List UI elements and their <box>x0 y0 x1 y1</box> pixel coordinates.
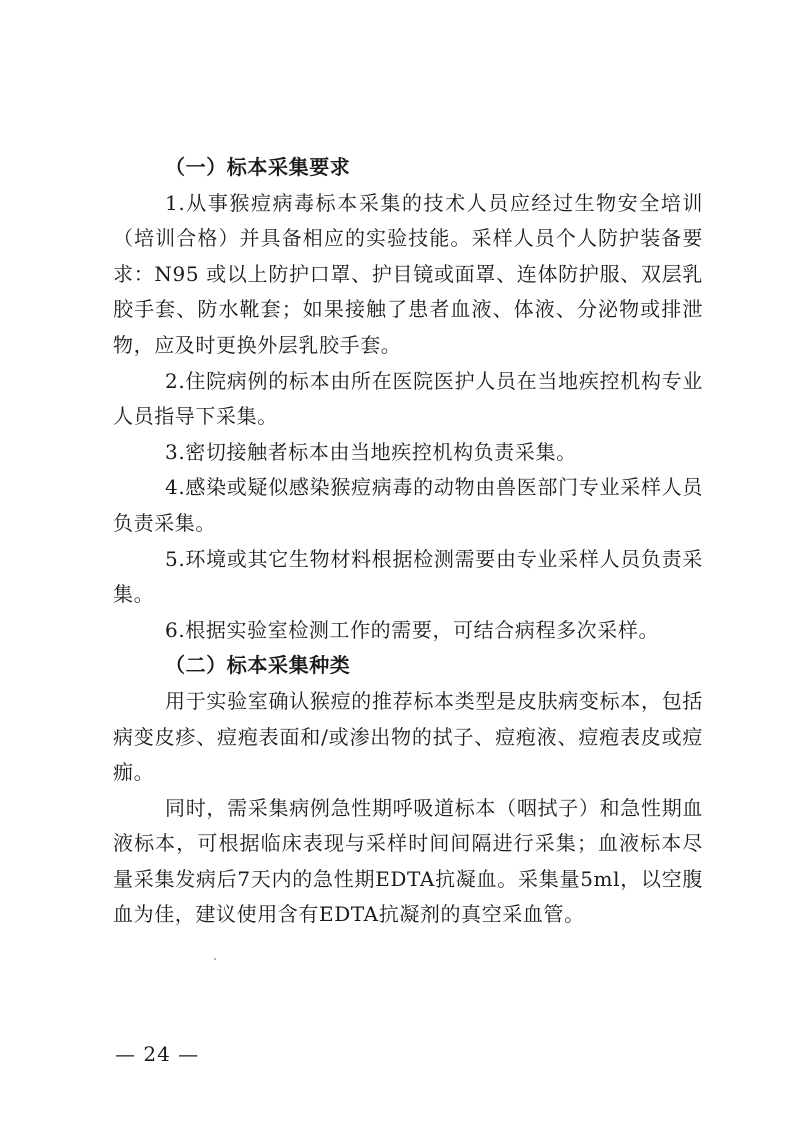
paragraph-item-5: 5.环境或其它生物材料根据检测需要由专业采样人员负责采集。 <box>113 546 703 607</box>
paragraph-item-3: 3.密切接触者标本由当地疾控机构负责采集。 <box>165 439 577 464</box>
paragraph-item-4: 4.感染或疑似感染猴痘病毒的动物由兽医部门专业采样人员负责采集。 <box>113 475 703 535</box>
scan-speck <box>214 958 216 960</box>
paragraph-acute-samples: 同时，需采集病例急性期呼吸道标本（咽拭子）和急性期血液标本，可根据临床表现与采样时间间隔进行采集；血液标本尽量采集发病后7天内的急性期EDTA抗凝血。采集量5ml，以空腹血为佳，建议使用含有EDTA抗凝剂的真空采血管。 <box>113 795 703 927</box>
body-text <box>113 150 703 933</box>
paragraph-item-1: 1.从事猴痘病毒标本采集的技术人员应经过生物安全培训（培训合格）并具备相应的实验技能。采样人员个人防护装备要求：N95 或以上防护口罩、护目镜或面罩、连体防护服、双层乳胶手套、防水靴套；如果接触了患者血液、体液、分泌物或排泄物，应及时更换外层乳胶手套。 <box>113 190 703 357</box>
paragraph-specimen-types: 用于实验室确认猴痘的推荐标本类型是皮肤病变标本，包括病变皮疹、痘疱表面和/或渗出物的拭子、痘疱液、痘疱表皮或痘痂。 <box>113 688 703 785</box>
paragraph-item-6: 6.根据实验室检测工作的需要，可结合病程多次采样。 <box>165 617 660 642</box>
paragraph-item-2: 2.住院病例的标本由所在医院医护人员在当地疾控机构专业人员指导下采集。 <box>113 368 703 429</box>
section-heading-2: （二）标本采集种类 <box>165 653 351 678</box>
page-number: — 24 — <box>115 1042 200 1066</box>
section-heading-1: （一）标本采集要求 <box>165 155 351 179</box>
